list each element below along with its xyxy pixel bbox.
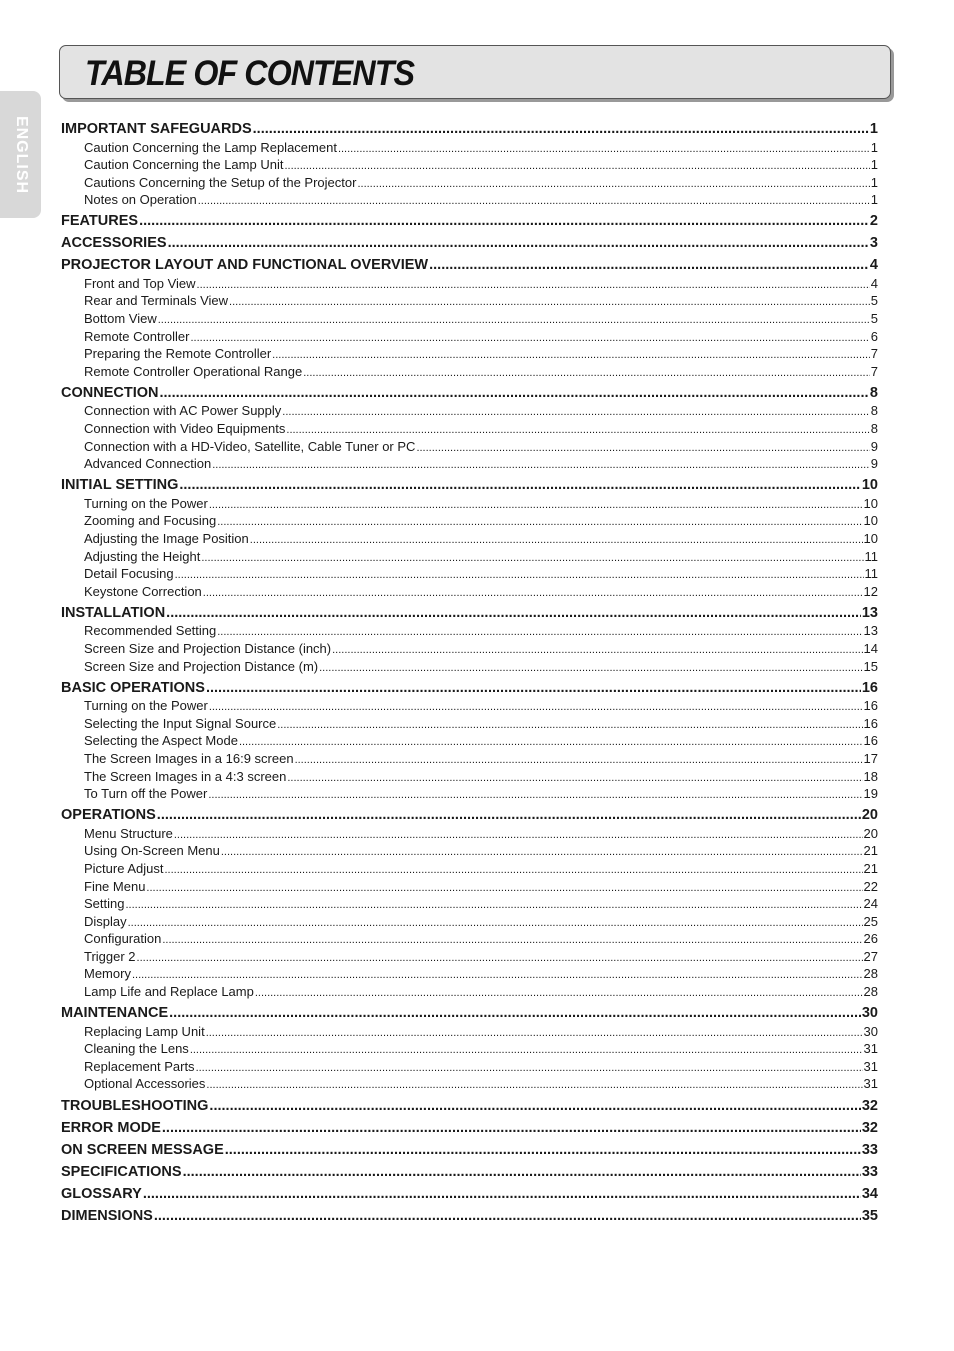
toc-sub-entry[interactable] bbox=[61, 948, 878, 966]
toc-sub-entry-title: Preparing the Remote Controller bbox=[84, 346, 272, 362]
toc-main-entry-title: ACCESSORIES bbox=[61, 235, 167, 252]
toc-main-entry-title: BASIC OPERATIONS bbox=[61, 679, 205, 696]
toc-sub-entry[interactable] bbox=[61, 895, 878, 913]
toc-sub-entry-title: Menu Structure bbox=[84, 825, 173, 841]
toc-sub-entry-title: Screen Size and Projection Distance (m) bbox=[84, 658, 319, 674]
toc-sub-entry-page-number: 11 bbox=[864, 566, 878, 582]
toc-sub-entry-page-number: 21 bbox=[863, 860, 878, 876]
dot-leader bbox=[191, 330, 870, 348]
toc-sub-entry[interactable] bbox=[61, 345, 878, 363]
dot-leader bbox=[282, 404, 869, 422]
toc-sub-entry[interactable] bbox=[61, 1023, 878, 1041]
toc-sub-entry-title: Replacement Parts bbox=[84, 1058, 195, 1074]
toc-section bbox=[61, 1004, 878, 1093]
toc-sub-entry-title: Bottom View bbox=[84, 311, 157, 327]
toc-sub-entry-page-number: 7 bbox=[870, 346, 878, 362]
toc-sub-entry-page-number: 12 bbox=[863, 583, 878, 599]
toc-sub-entry-title: Setting bbox=[84, 896, 125, 912]
dot-leader bbox=[284, 158, 869, 176]
toc-sub-entry-page-number: 1 bbox=[870, 174, 878, 190]
dot-leader bbox=[162, 932, 862, 950]
dot-leader bbox=[250, 532, 863, 550]
toc-main-entry[interactable] bbox=[61, 234, 878, 253]
dot-leader bbox=[416, 440, 869, 458]
toc-section bbox=[61, 1163, 878, 1182]
dot-leader bbox=[338, 141, 870, 159]
dot-leader bbox=[197, 277, 870, 295]
toc-main-entry-page-number: 30 bbox=[861, 1005, 878, 1022]
toc-sub-entry-title: Connection with Video Equipments bbox=[84, 421, 286, 437]
dot-leader bbox=[139, 212, 869, 231]
dot-leader bbox=[206, 1025, 863, 1043]
toc-sub-entry[interactable] bbox=[61, 548, 878, 566]
toc-sub-entry[interactable] bbox=[61, 174, 878, 192]
toc-sub-entry-title: Zooming and Focusing bbox=[84, 513, 217, 529]
toc-sub-entry-page-number: 16 bbox=[863, 733, 878, 749]
toc-sub-entry-page-number: 6 bbox=[870, 328, 878, 344]
dot-leader bbox=[166, 604, 861, 623]
toc-main-entry[interactable] bbox=[61, 1185, 878, 1204]
toc-sub-entry-page-number: 25 bbox=[863, 913, 878, 929]
toc-sub-entry-page-number: 30 bbox=[863, 1023, 878, 1039]
language-side-tab bbox=[0, 91, 41, 218]
toc-sub-entry[interactable] bbox=[61, 768, 878, 786]
toc-main-entry-title: INSTALLATION bbox=[61, 604, 166, 621]
dot-leader bbox=[225, 1141, 861, 1160]
toc-sub-entry[interactable] bbox=[61, 328, 878, 346]
toc-section bbox=[61, 1097, 878, 1116]
dot-leader bbox=[183, 1163, 861, 1182]
toc-section bbox=[61, 256, 878, 380]
toc-sub-entry-page-number: 16 bbox=[863, 698, 878, 714]
toc-sub-entry-page-number: 9 bbox=[870, 438, 878, 454]
dot-leader bbox=[190, 1042, 863, 1060]
dot-leader bbox=[168, 234, 869, 253]
toc-section bbox=[61, 1141, 878, 1160]
dot-leader bbox=[208, 787, 862, 805]
toc-sub-entry-page-number: 20 bbox=[863, 825, 878, 841]
toc-sub-entry-title: Selecting the Aspect Mode bbox=[84, 733, 238, 749]
toc-sub-entry-title: Turning on the Power bbox=[84, 495, 208, 511]
toc-sub-entry-page-number: 19 bbox=[863, 786, 878, 802]
toc-section bbox=[61, 234, 878, 253]
toc-section bbox=[61, 384, 878, 473]
toc-sub-entry[interactable] bbox=[61, 402, 878, 420]
toc-section bbox=[61, 1119, 878, 1138]
toc-sub-entry-page-number: 24 bbox=[863, 896, 878, 912]
toc-sub-entry[interactable] bbox=[61, 565, 878, 583]
toc-main-entry-page-number: 33 bbox=[861, 1163, 878, 1180]
toc-main-entry-title: INITIAL SETTING bbox=[61, 477, 179, 494]
toc-sub-entry-page-number: 26 bbox=[863, 931, 878, 947]
toc-sub-entry-title: Remote Controller Operational Range bbox=[84, 363, 303, 379]
toc-section bbox=[61, 1207, 878, 1226]
toc-main-entry[interactable] bbox=[61, 806, 878, 825]
toc-sub-entry[interactable] bbox=[61, 1075, 878, 1093]
dot-leader bbox=[157, 806, 861, 825]
toc-sub-entry[interactable] bbox=[61, 1040, 878, 1058]
toc-sub-entry-page-number: 31 bbox=[863, 1076, 878, 1092]
dot-leader bbox=[221, 844, 863, 862]
toc-main-entry-title: DIMENSIONS bbox=[61, 1207, 153, 1224]
toc-sub-entry[interactable] bbox=[61, 530, 878, 548]
toc-sub-entry-page-number: 15 bbox=[863, 658, 878, 674]
toc-sub-entry-page-number: 17 bbox=[863, 750, 878, 766]
dot-leader bbox=[239, 734, 863, 752]
toc-sub-entry[interactable] bbox=[61, 310, 878, 328]
toc-section bbox=[61, 604, 878, 675]
toc-section bbox=[61, 806, 878, 1000]
toc-sub-entry-title: Connection with AC Power Supply bbox=[84, 403, 282, 419]
dot-leader bbox=[209, 699, 863, 717]
dot-leader bbox=[209, 497, 863, 515]
toc-sub-entry-title: Recommended Setting bbox=[84, 623, 217, 639]
toc-main-entry-title: SPECIFICATIONS bbox=[61, 1163, 182, 1180]
toc-sub-entry[interactable] bbox=[61, 785, 878, 803]
toc-main-entry[interactable] bbox=[61, 1004, 878, 1023]
toc-sub-entry-page-number: 1 bbox=[870, 192, 878, 208]
toc-main-entry[interactable] bbox=[61, 384, 878, 403]
toc-main-entry[interactable] bbox=[61, 476, 878, 495]
toc-main-entry[interactable] bbox=[61, 1119, 878, 1138]
dot-leader bbox=[154, 1207, 861, 1226]
toc-sub-entry[interactable] bbox=[61, 512, 878, 530]
toc-sub-entry-title: Remote Controller bbox=[84, 328, 190, 344]
toc-main-entry-page-number: 13 bbox=[861, 604, 878, 621]
dot-leader bbox=[169, 1004, 861, 1023]
toc-sub-entry-page-number: 31 bbox=[863, 1041, 878, 1057]
toc-sub-entry-title: Caution Concerning the Lamp Unit bbox=[84, 157, 284, 173]
toc-sub-entry-page-number: 8 bbox=[870, 403, 878, 419]
toc-sub-entry-title: Picture Adjust bbox=[84, 860, 164, 876]
toc-sub-entry-page-number: 8 bbox=[870, 421, 878, 437]
toc-sub-entry-page-number: 28 bbox=[863, 984, 878, 1000]
page-title-box bbox=[59, 45, 891, 99]
dot-leader bbox=[128, 915, 863, 933]
toc-sub-entry-title: Lamp Life and Replace Lamp bbox=[84, 984, 254, 1000]
page-title: TABLE OF CONTENTS bbox=[85, 54, 415, 93]
dot-leader bbox=[179, 476, 861, 495]
toc-sub-entry-title: Adjusting the Height bbox=[84, 548, 201, 564]
toc-sub-entry-page-number: 21 bbox=[863, 843, 878, 859]
dot-leader bbox=[203, 585, 863, 603]
toc-sub-entry-page-number: 4 bbox=[870, 275, 878, 291]
toc-sub-entry[interactable] bbox=[61, 139, 878, 157]
dot-leader bbox=[319, 660, 862, 678]
toc-sub-entry[interactable] bbox=[61, 438, 878, 456]
toc-sub-entry-title: Display bbox=[84, 913, 127, 929]
toc-sub-entry[interactable] bbox=[61, 640, 878, 658]
dot-leader bbox=[272, 347, 870, 365]
toc-sub-entry[interactable] bbox=[61, 292, 878, 310]
toc-section bbox=[61, 1185, 878, 1204]
dot-leader bbox=[303, 365, 870, 383]
toc-section bbox=[61, 476, 878, 600]
dot-leader bbox=[143, 1185, 861, 1204]
toc-main-entry[interactable] bbox=[61, 679, 878, 698]
toc-main-entry-page-number: 3 bbox=[869, 235, 878, 252]
dot-leader bbox=[198, 193, 870, 211]
toc-sub-entry-page-number: 7 bbox=[870, 363, 878, 379]
toc-sub-entry-title: Caution Concerning the Lamp Replacement bbox=[84, 139, 337, 155]
toc-sub-entry-title: Cautions Concerning the Setup of the Projector bbox=[84, 174, 357, 190]
dot-leader bbox=[277, 717, 862, 735]
toc-main-entry-page-number: 10 bbox=[861, 477, 878, 494]
toc-main-entry-page-number: 32 bbox=[861, 1119, 878, 1136]
dot-leader bbox=[229, 294, 870, 312]
toc-main-entry-title: CONNECTION bbox=[61, 384, 159, 401]
toc-sub-entry-title: Front and Top View bbox=[84, 275, 196, 291]
toc-main-entry[interactable] bbox=[61, 1097, 878, 1116]
dot-leader bbox=[165, 862, 863, 880]
toc-main-entry-title: FEATURES bbox=[61, 213, 139, 230]
toc-main-entry[interactable] bbox=[61, 1207, 878, 1226]
toc-sub-entry[interactable] bbox=[61, 750, 878, 768]
toc-sub-entry-title: Rear and Terminals View bbox=[84, 293, 229, 309]
toc-sub-entry-title: Fine Menu bbox=[84, 878, 146, 894]
toc-sub-entry[interactable] bbox=[61, 495, 878, 513]
toc-sub-entry-page-number: 9 bbox=[870, 456, 878, 472]
toc-sub-entry[interactable] bbox=[61, 825, 878, 843]
toc-sub-entry[interactable] bbox=[61, 156, 878, 174]
language-label: ENGLISH bbox=[12, 115, 30, 194]
toc-sub-entry-page-number: 22 bbox=[863, 878, 878, 894]
toc-main-entry-page-number: 2 bbox=[869, 213, 878, 230]
toc-main-entry-page-number: 4 bbox=[869, 257, 878, 274]
dot-leader bbox=[146, 880, 862, 898]
toc-sub-entry[interactable] bbox=[61, 930, 878, 948]
toc-sub-entry-page-number: 28 bbox=[863, 966, 878, 982]
toc-sub-entry[interactable] bbox=[61, 965, 878, 983]
dot-leader bbox=[217, 514, 862, 532]
dot-leader bbox=[429, 256, 869, 275]
dot-leader bbox=[255, 985, 863, 1003]
toc-sub-entry-title: The Screen Images in a 4:3 screen bbox=[84, 768, 287, 784]
toc-sub-entry-page-number: 10 bbox=[863, 531, 878, 546]
dot-leader bbox=[287, 770, 862, 788]
toc-sub-entry-title: Connection with a HD-Video, Satellite, Cable Tuner or PC bbox=[84, 438, 416, 454]
toc-main-entry-title: ON SCREEN MESSAGE bbox=[61, 1141, 224, 1158]
toc-sub-entry-title: Turning on the Power bbox=[84, 698, 208, 714]
toc-sub-entry[interactable] bbox=[61, 275, 878, 293]
dot-leader bbox=[174, 827, 863, 845]
toc-sub-entry-title: Optional Accessories bbox=[84, 1076, 206, 1092]
dot-leader bbox=[253, 120, 869, 139]
toc-sub-entry-page-number: 16 bbox=[863, 715, 878, 731]
toc-sub-entry[interactable] bbox=[61, 913, 878, 931]
toc-main-entry-page-number: 20 bbox=[861, 807, 878, 824]
toc-sub-entry[interactable] bbox=[61, 715, 878, 733]
toc-sub-entry-page-number: 10 bbox=[863, 513, 878, 529]
toc-sub-entry-title: Screen Size and Projection Distance (inch) bbox=[84, 640, 332, 656]
dot-leader bbox=[209, 1097, 860, 1116]
dot-leader bbox=[158, 312, 870, 330]
toc-sub-entry-page-number: 27 bbox=[863, 948, 878, 964]
toc-sub-entry[interactable] bbox=[61, 583, 878, 601]
toc-sub-entry-title: Adjusting the Image Position bbox=[84, 531, 249, 546]
toc-main-entry-page-number: 1 bbox=[869, 121, 878, 137]
toc-sub-entry-page-number: 11 bbox=[864, 548, 878, 564]
dot-leader bbox=[332, 642, 862, 660]
dot-leader bbox=[295, 752, 863, 770]
dot-leader bbox=[357, 176, 869, 194]
toc-sub-entry-title: To Turn off the Power bbox=[84, 786, 208, 802]
toc-main-entry[interactable] bbox=[61, 1163, 878, 1182]
toc-sub-entry[interactable] bbox=[61, 363, 878, 381]
toc-sub-entry-page-number: 31 bbox=[863, 1058, 878, 1074]
toc-section bbox=[61, 120, 878, 209]
toc-main-entry[interactable] bbox=[61, 212, 878, 231]
toc-sub-entry-title: Using On-Screen Menu bbox=[84, 843, 220, 859]
dot-leader bbox=[206, 1077, 862, 1095]
toc-main-entry-title: ERROR MODE bbox=[61, 1119, 161, 1136]
toc-main-entry[interactable] bbox=[61, 120, 878, 139]
toc-main-entry-page-number: 34 bbox=[861, 1185, 878, 1202]
toc-main-entry[interactable] bbox=[61, 604, 878, 623]
dot-leader bbox=[206, 679, 861, 698]
toc-section bbox=[61, 679, 878, 803]
toc-sub-entry[interactable] bbox=[61, 842, 878, 860]
toc-sub-entry[interactable] bbox=[61, 191, 878, 209]
dot-leader bbox=[175, 567, 864, 585]
dot-leader bbox=[196, 1060, 863, 1078]
toc-sub-entry[interactable] bbox=[61, 658, 878, 676]
toc-sub-entry-title: Notes on Operation bbox=[84, 192, 197, 208]
dot-leader bbox=[137, 950, 863, 968]
table-of-contents bbox=[61, 120, 878, 1229]
toc-main-entry-page-number: 16 bbox=[861, 679, 878, 696]
toc-sub-entry-title: Selecting the Input Signal Source bbox=[84, 715, 277, 731]
toc-main-entry[interactable] bbox=[61, 1141, 878, 1160]
toc-sub-entry-page-number: 14 bbox=[863, 640, 878, 656]
toc-main-entry[interactable] bbox=[61, 256, 878, 275]
toc-sub-entry-title: Advanced Connection bbox=[84, 456, 212, 472]
dot-leader bbox=[201, 550, 863, 568]
toc-sub-entry-title: Replacing Lamp Unit bbox=[84, 1023, 205, 1039]
toc-main-entry-title: IMPORTANT SAFEGUARDS bbox=[61, 121, 252, 137]
toc-sub-entry-title: Detail Focusing bbox=[84, 566, 174, 582]
toc-sub-entry[interactable] bbox=[61, 878, 878, 896]
toc-sub-entry[interactable] bbox=[61, 622, 878, 640]
toc-sub-entry-page-number: 1 bbox=[870, 139, 878, 155]
toc-sub-entry-page-number: 13 bbox=[863, 623, 878, 639]
dot-leader bbox=[125, 897, 862, 915]
toc-main-entry-title: OPERATIONS bbox=[61, 807, 156, 824]
toc-main-entry-page-number: 33 bbox=[861, 1141, 878, 1158]
dot-leader bbox=[159, 384, 868, 403]
toc-sub-entry-title: Configuration bbox=[84, 931, 162, 947]
toc-main-entry-page-number: 35 bbox=[861, 1207, 878, 1224]
toc-sub-entry-page-number: 5 bbox=[870, 293, 878, 309]
toc-sub-entry-page-number: 18 bbox=[863, 768, 878, 784]
toc-sub-entry-title: Cleaning the Lens bbox=[84, 1041, 189, 1057]
toc-sub-entry[interactable] bbox=[61, 455, 878, 473]
toc-sub-entry-title: Memory bbox=[84, 966, 131, 982]
toc-sub-entry-page-number: 5 bbox=[870, 311, 878, 327]
toc-sub-entry-title: The Screen Images in a 16:9 screen bbox=[84, 750, 294, 766]
dot-leader bbox=[162, 1119, 861, 1138]
toc-main-entry-title: GLOSSARY bbox=[61, 1185, 142, 1202]
dot-leader bbox=[212, 457, 870, 475]
toc-main-entry-page-number: 32 bbox=[861, 1097, 878, 1114]
toc-section bbox=[61, 212, 878, 231]
toc-sub-entry[interactable] bbox=[61, 732, 878, 750]
toc-sub-entry[interactable] bbox=[61, 420, 878, 438]
toc-main-entry-page-number: 8 bbox=[869, 384, 878, 401]
toc-sub-entry-title: Trigger 2 bbox=[84, 948, 136, 964]
toc-sub-entry[interactable] bbox=[61, 1058, 878, 1076]
toc-main-entry-title: PROJECTOR LAYOUT AND FUNCTIONAL OVERVIEW bbox=[61, 257, 429, 274]
toc-sub-entry[interactable] bbox=[61, 697, 878, 715]
toc-sub-entry[interactable] bbox=[61, 983, 878, 1001]
toc-sub-entry-page-number: 10 bbox=[863, 495, 878, 511]
toc-sub-entry[interactable] bbox=[61, 860, 878, 878]
toc-main-entry-title: MAINTENANCE bbox=[61, 1005, 169, 1022]
toc-main-entry-title: TROUBLESHOOTING bbox=[61, 1097, 209, 1114]
toc-sub-entry-title: Keystone Correction bbox=[84, 583, 202, 599]
toc-sub-entry-page-number: 1 bbox=[870, 157, 878, 173]
